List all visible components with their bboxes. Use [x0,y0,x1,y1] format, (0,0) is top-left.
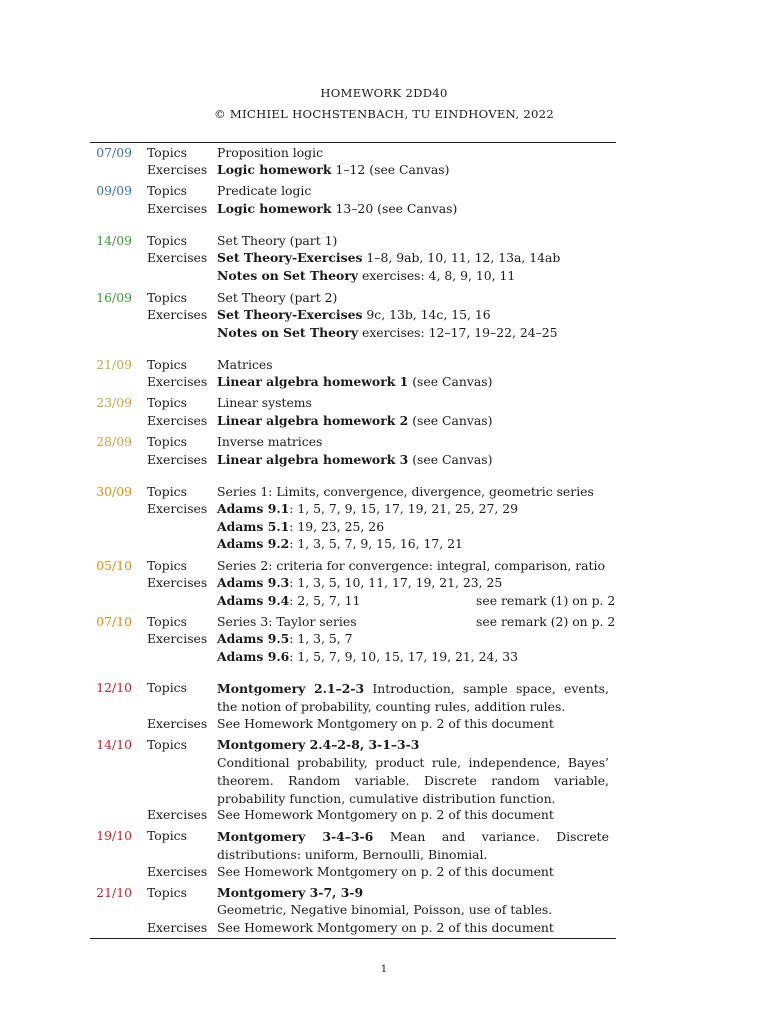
topics-label: Topics [147,885,187,900]
entry-exercises: Adams 9.5: 1, 3, 5, 7 [217,631,353,646]
remark-note: see remark (2) on p. 2 [476,614,616,629]
exercises-label: Exercises [147,631,208,646]
entry-exercises: Adams 9.6: 1, 5, 7, 9, 10, 15, 17, 19, 21, 24, 33 [217,649,519,664]
exercises-label: Exercises [147,716,208,731]
entry-topic: Series 1: Limits, convergence, divergence, geometric series [217,484,594,499]
entry-date: 05/10 [96,558,132,573]
entry-date: 07/10 [96,614,132,629]
entry-topic: Linear systems [217,395,312,410]
topics-label: Topics [147,183,187,198]
entry-topic: Inverse matrices [217,434,323,449]
entry-topic: Geometric, Negative binomial, Poisson, use of tables. [217,902,553,917]
entry-topic: Proposition logic [217,145,324,160]
topics-label: Topics [147,680,187,695]
document-title: HOMEWORK 2DD40 [320,86,448,100]
table-top-rule [90,142,616,143]
exercises-label: Exercises [147,307,208,322]
entry-exercises: See Homework Montgomery on p. 2 of this document [217,716,554,731]
topics-label: Topics [147,828,187,843]
exercises-label: Exercises [147,201,208,216]
entry-exercises: Adams 5.1: 19, 23, 25, 26 [217,519,385,534]
entry-topic: Matrices [217,357,273,372]
entry-exercises: Logic homework 13–20 (see Canvas) [217,201,458,216]
topics-label: Topics [147,737,187,752]
entry-topic: Conditional probability, product rule, independence, Bayes’ theorem. Random variable. Discrete random variable, probability function, cumulative distribution function. [217,755,609,806]
entry-date: 12/10 [96,680,132,695]
entry-date: 21/09 [96,357,132,372]
entry-exercises: See Homework Montgomery on p. 2 of this document [217,807,554,822]
entry-date: 23/09 [96,395,132,410]
entry-exercises: See Homework Montgomery on p. 2 of this document [217,864,554,879]
entry-exercises: Notes on Set Theory exercises: 12–17, 19–22, 24–25 [217,325,558,340]
exercises-label: Exercises [147,575,208,590]
exercises-label: Exercises [147,162,208,177]
entry-exercises: See Homework Montgomery on p. 2 of this document [217,920,554,935]
entry-topic: Series 3: Taylor series [217,614,357,629]
entry-date: 19/10 [96,828,132,843]
entry-topic: Set Theory (part 1) [217,233,338,248]
entry-date: 14/09 [96,233,132,248]
entry-exercises: Set Theory-Exercises 1–8, 9ab, 10, 11, 12, 13a, 14ab [217,250,561,265]
exercises-label: Exercises [147,920,208,935]
entry-exercises: Adams 9.3: 1, 3, 5, 10, 11, 17, 19, 21, 23, 25 [217,575,503,590]
topics-label: Topics [147,395,187,410]
entry-date: 30/09 [96,484,132,499]
entry-exercises: Adams 9.2: 1, 3, 5, 7, 9, 15, 16, 17, 21 [217,536,463,551]
exercises-label: Exercises [147,807,208,822]
entry-exercises: Set Theory-Exercises 9c, 13b, 14c, 15, 16 [217,307,491,322]
entry-topic: Predicate logic [217,183,312,198]
topics-label: Topics [147,484,187,499]
entry-topic: Montgomery 2.1–2-3 Introduction, sample space, events, the notion of probability, counting rules, addition rules. [217,681,609,714]
table-bottom-rule [90,938,616,939]
topics-label: Topics [147,434,187,449]
document-subtitle: © MICHIEL HOCHSTENBACH, TU EINDHOVEN, 2022 [213,107,555,121]
topics-label: Topics [147,145,187,160]
entry-exercises: Adams 9.4: 2, 5, 7, 11 [217,593,361,608]
entry-exercises: Linear algebra homework 2 (see Canvas) [217,413,493,428]
entry-date: 07/09 [96,145,132,160]
entry-exercises: Adams 9.1: 1, 5, 7, 9, 15, 17, 19, 21, 25, 27, 29 [217,501,519,516]
entry-exercises: Linear algebra homework 1 (see Canvas) [217,374,493,389]
entry-topic: Set Theory (part 2) [217,290,338,305]
entry-topic: Montgomery 3-4–3-6 Mean and variance. Discrete distributions: uniform, Bernoulli, Binomial. [217,829,609,862]
entry-exercises: Logic homework 1–12 (see Canvas) [217,162,450,177]
entry-date: 09/09 [96,183,132,198]
entry-topic-heading: Montgomery 3-7, 3-9 [217,885,364,900]
exercises-label: Exercises [147,374,208,389]
entry-exercises: Notes on Set Theory exercises: 4, 8, 9, 10, 11 [217,268,516,283]
entry-topic: Series 2: criteria for convergence: integral, comparison, ratio [217,558,605,573]
exercises-label: Exercises [147,864,208,879]
exercises-label: Exercises [147,501,208,516]
topics-label: Topics [147,614,187,629]
exercises-label: Exercises [147,452,208,467]
entry-date: 14/10 [96,737,132,752]
topics-label: Topics [147,357,187,372]
entry-date: 21/10 [96,885,132,900]
page-number: 1 [380,963,388,975]
entry-topic-heading: Montgomery 2.4–2-8, 3-1–3-3 [217,737,420,752]
entry-exercises: Linear algebra homework 3 (see Canvas) [217,452,493,467]
topics-label: Topics [147,558,187,573]
topics-label: Topics [147,233,187,248]
topics-label: Topics [147,290,187,305]
exercises-label: Exercises [147,250,208,265]
exercises-label: Exercises [147,413,208,428]
remark-note: see remark (1) on p. 2 [476,593,616,608]
entry-date: 16/09 [96,290,132,305]
entry-date: 28/09 [96,434,132,449]
